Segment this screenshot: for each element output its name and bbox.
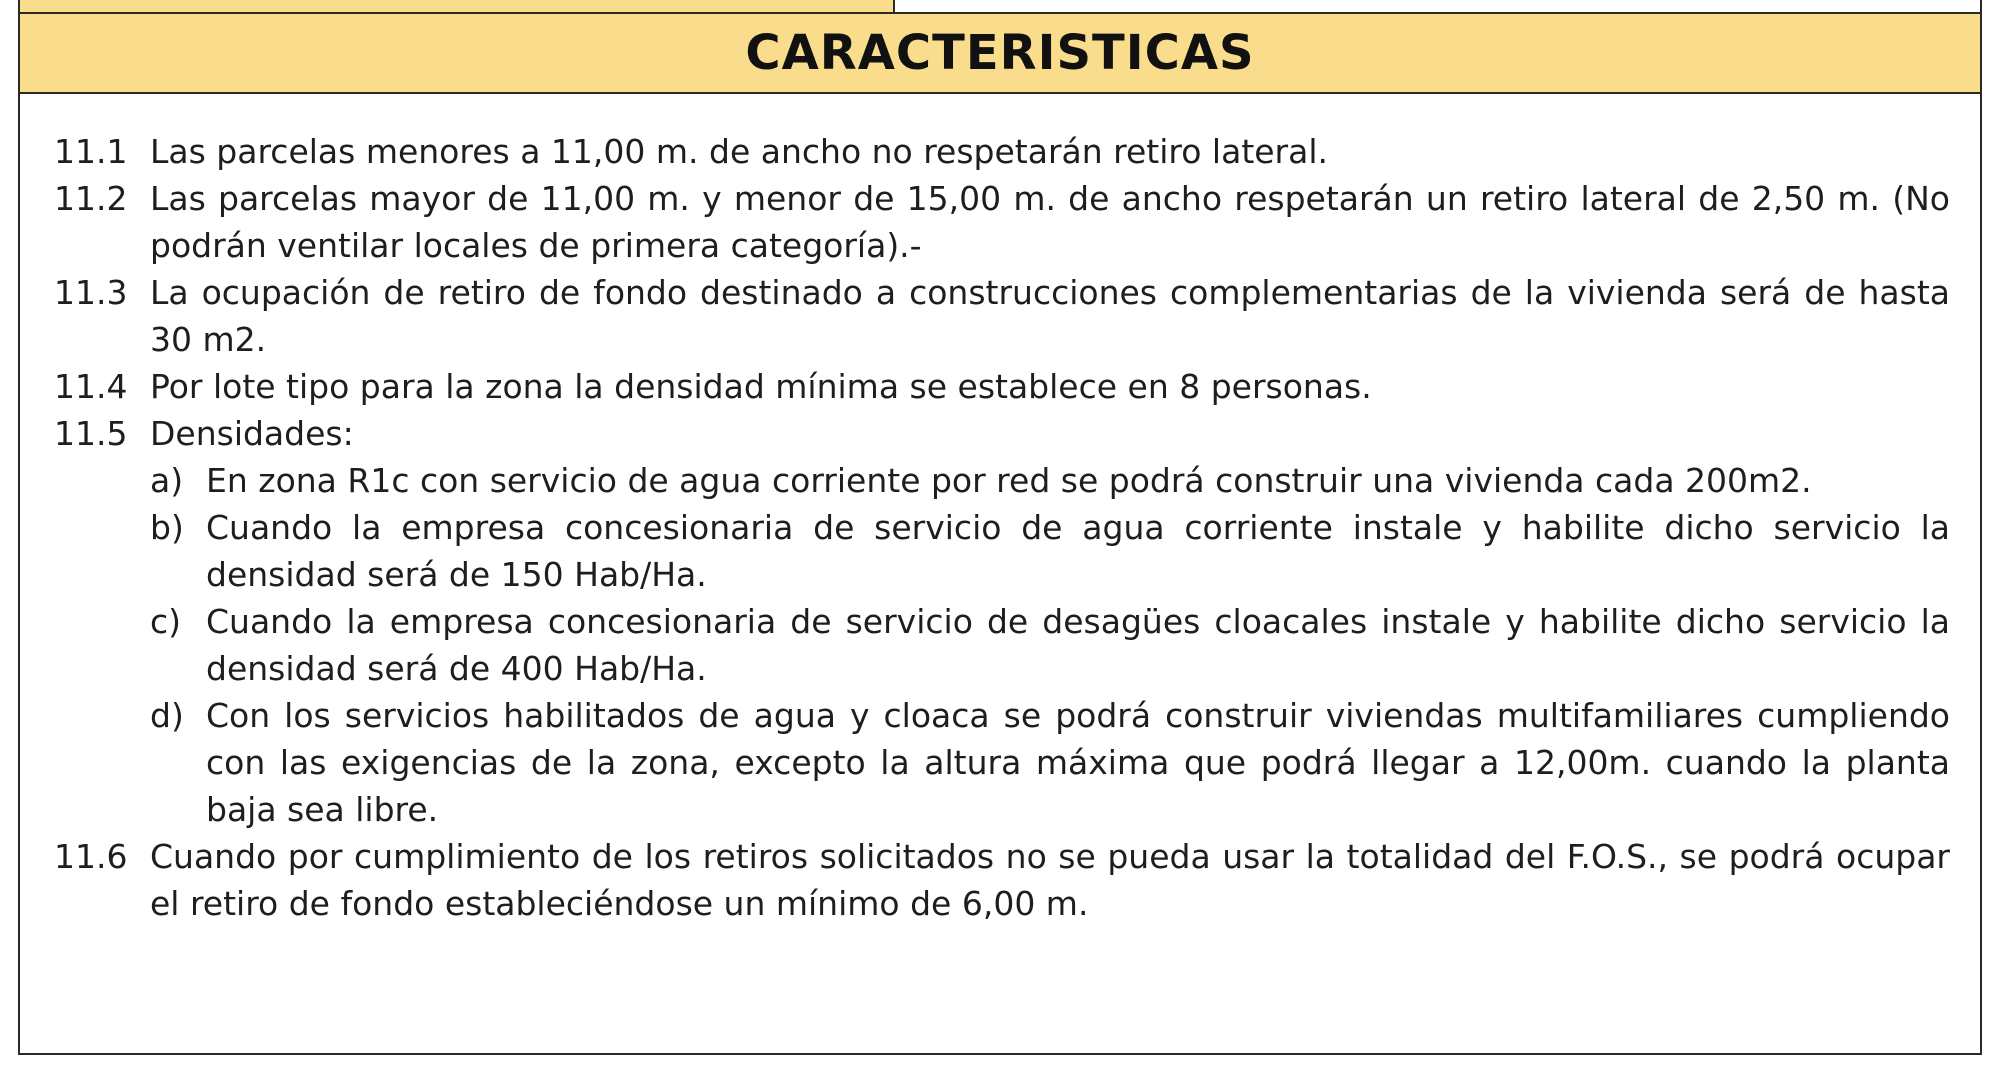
list-item-11-2: [54, 175, 1952, 269]
list-item-11-6: [54, 833, 1952, 927]
sub-item-letter: a): [150, 461, 184, 500]
sub-item-d: [150, 692, 1952, 833]
table-body: [20, 94, 1980, 927]
item-text: Las parcelas mayor de 11,00 m. y menor de 15,00 m. de ancho respetarán un retiro lateral de 2,50 m. (No podrán ventilar locales de primera categoría).-: [150, 179, 1950, 265]
sub-item-letter: c): [150, 602, 182, 641]
item-text: Cuando por cumplimiento de los retiros solicitados no se pueda usar la totalidad del F.O.S., se podrá ocupar el retiro de fondo estableciéndose un mínimo de 6,00 m.: [150, 837, 1950, 923]
sub-item-b: [150, 504, 1952, 598]
sub-item-text: Cuando la empresa concesionaria de servicio de desagües cloacales instale y habilite dicho servicio la densidad será de 400 Hab/Ha.: [206, 602, 1950, 688]
caracteristicas-table: [18, 12, 1982, 1055]
item-number: 11.5: [54, 414, 128, 453]
list-item-11-1: [54, 128, 1952, 175]
sub-item-letter: d): [150, 696, 184, 735]
item-text: Densidades:: [150, 414, 354, 453]
previous-table-cell: [20, 0, 895, 12]
sub-item-text: Con los servicios habilitados de agua y cloaca se podrá construir viviendas multifamiliares cumpliendo con las exigencias de la zona, excepto la altura máxima que podrá llegar a 12,00m. cuando la planta baja sea libre.: [206, 696, 1950, 829]
sub-item-letter: b): [150, 508, 184, 547]
item-number: 11.2: [54, 179, 128, 218]
sub-item-a: [150, 457, 1952, 504]
sub-item-c: [150, 598, 1952, 692]
sub-item-text: En zona R1c con servicio de agua corriente por red se podrá construir una vivienda cada 200m2.: [206, 461, 1812, 500]
table-header: [20, 14, 1980, 94]
item-number: 11.3: [54, 273, 128, 312]
section-title: CARACTERISTICAS: [745, 25, 1255, 81]
list-item-11-3: [54, 269, 1952, 363]
item-number: 11.1: [54, 132, 128, 171]
list-item-11-5: [54, 410, 1952, 457]
item-text: La ocupación de retiro de fondo destinado a construcciones complementarias de la vivienda será de hasta 30 m2.: [150, 273, 1950, 359]
item-number: 11.4: [54, 367, 128, 406]
item-text: Por lote tipo para la zona la densidad mínima se establece en 8 personas.: [150, 367, 1372, 406]
list-item-11-4: [54, 363, 1952, 410]
item-number: 11.6: [54, 837, 128, 876]
item-text: Las parcelas menores a 11,00 m. de ancho no respetarán retiro lateral.: [150, 132, 1329, 171]
sub-item-text: Cuando la empresa concesionaria de servicio de agua corriente instale y habilite dicho servicio la densidad será de 150 Hab/Ha.: [206, 508, 1950, 594]
